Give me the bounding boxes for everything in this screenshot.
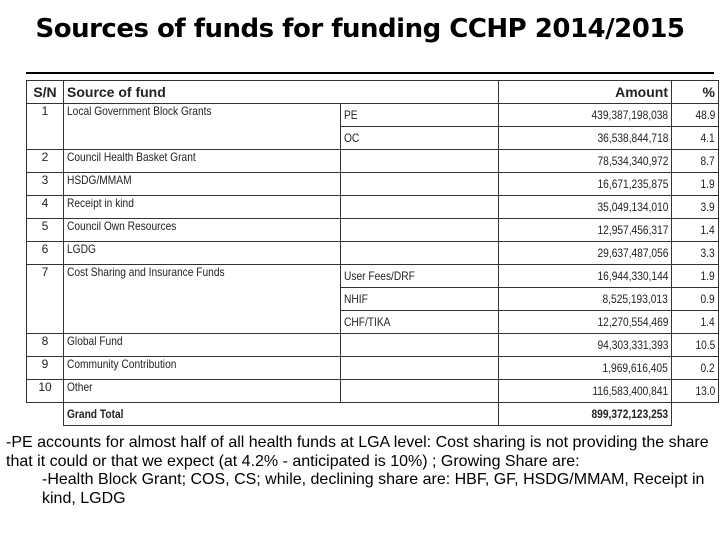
row-amount: 16,944,330,144 bbox=[597, 269, 668, 283]
row-percent: 4.1 bbox=[700, 131, 715, 145]
table-row bbox=[27, 380, 719, 403]
row-subcategory: CHF/TIKA bbox=[344, 315, 391, 329]
row-source: LGDG bbox=[67, 242, 96, 256]
row-percent: 1.9 bbox=[700, 177, 715, 191]
row-amount: 116,583,400,841 bbox=[592, 384, 668, 398]
table-row bbox=[27, 219, 719, 242]
header-sn: S/N bbox=[27, 81, 64, 104]
row-subcategory: OC bbox=[344, 131, 360, 145]
row-amount: 78,534,340,972 bbox=[597, 154, 668, 168]
row-sn: 9 bbox=[41, 357, 49, 371]
row-source: HSDG/MMAM bbox=[67, 173, 132, 187]
note-2: -Health Block Grant; COS, CS; while, declining share are: HBF, GF, HSDG/MMAM, Receipt in kind, LGDG bbox=[42, 471, 705, 507]
row-source: Local Government Block Grants bbox=[67, 104, 212, 118]
row-sn: 10 bbox=[38, 380, 52, 394]
row-source: Council Own Resources bbox=[67, 219, 177, 233]
row-sn: 5 bbox=[41, 219, 49, 233]
row-source: Global Fund bbox=[67, 334, 123, 348]
row-subcategory: PE bbox=[344, 108, 358, 122]
notes bbox=[6, 434, 718, 508]
table-row bbox=[27, 334, 719, 357]
row-amount: 1,969,616,405 bbox=[602, 361, 668, 375]
note-1: -PE accounts for almost half of all health funds at LGA level: Cost sharing is not providing the share that it could or that we expect (at 4.2% - anticipated is 10%) ; Growing Share are: bbox=[6, 434, 709, 470]
row-source: Council Health Basket Grant bbox=[67, 150, 196, 164]
slide-title: Sources of funds for funding CCHP 2014/2015 bbox=[35, 14, 685, 44]
title-divider bbox=[26, 72, 714, 74]
row-amount: 439,387,198,038 bbox=[591, 108, 668, 122]
table-row bbox=[27, 104, 719, 127]
row-amount: 12,270,554,469 bbox=[597, 315, 668, 329]
row-source: Receipt in kind bbox=[67, 196, 134, 210]
row-sn: 1 bbox=[41, 104, 49, 118]
sources-of-funds-table bbox=[26, 80, 719, 426]
row-source: Cost Sharing and Insurance Funds bbox=[67, 265, 225, 279]
row-amount: 12,957,456,317 bbox=[597, 223, 668, 237]
row-percent: 13.0 bbox=[695, 384, 715, 398]
row-percent: 0.9 bbox=[700, 292, 715, 306]
table-row bbox=[27, 265, 719, 288]
row-amount: 29,637,487,056 bbox=[597, 246, 668, 260]
grand-total-row bbox=[27, 403, 719, 426]
header-source: Source of fund bbox=[64, 81, 499, 104]
row-amount: 16,671,235,875 bbox=[597, 177, 668, 191]
row-amount: 94,303,331,393 bbox=[597, 338, 668, 352]
row-percent: 1.4 bbox=[700, 223, 715, 237]
table-row bbox=[27, 196, 719, 219]
row-sn: 3 bbox=[41, 173, 49, 187]
table-row bbox=[27, 242, 719, 265]
row-percent: 10.5 bbox=[695, 338, 715, 352]
grand-total-label: Grand Total bbox=[67, 407, 124, 421]
table-header-row bbox=[27, 81, 719, 104]
row-subcategory: User Fees/DRF bbox=[344, 269, 415, 283]
row-percent: 48.9 bbox=[695, 108, 715, 122]
row-sn: 2 bbox=[41, 150, 49, 164]
row-percent: 3.3 bbox=[700, 246, 715, 260]
row-sn: 8 bbox=[41, 334, 49, 348]
grand-total-amount: 899,372,123,253 bbox=[591, 407, 668, 421]
row-percent: 0.2 bbox=[700, 361, 715, 375]
row-subcategory: NHIF bbox=[344, 292, 368, 306]
row-sn: 4 bbox=[41, 196, 49, 210]
row-amount: 8,525,193,013 bbox=[602, 292, 668, 306]
table-row bbox=[27, 173, 719, 196]
row-amount: 35,049,134,010 bbox=[597, 200, 668, 214]
row-percent: 8.7 bbox=[700, 154, 715, 168]
row-sn: 7 bbox=[41, 265, 49, 279]
row-source: Community Contribution bbox=[67, 357, 177, 371]
row-percent: 3.9 bbox=[700, 200, 715, 214]
row-source: Other bbox=[67, 380, 93, 394]
row-percent: 1.9 bbox=[700, 269, 715, 283]
table-row bbox=[27, 150, 719, 173]
header-amount: Amount bbox=[499, 81, 672, 104]
table-row bbox=[27, 357, 719, 380]
row-percent: 1.4 bbox=[700, 315, 715, 329]
row-sn: 6 bbox=[41, 242, 49, 256]
header-percent: % bbox=[672, 81, 719, 104]
row-amount: 36,538,844,718 bbox=[597, 131, 668, 145]
